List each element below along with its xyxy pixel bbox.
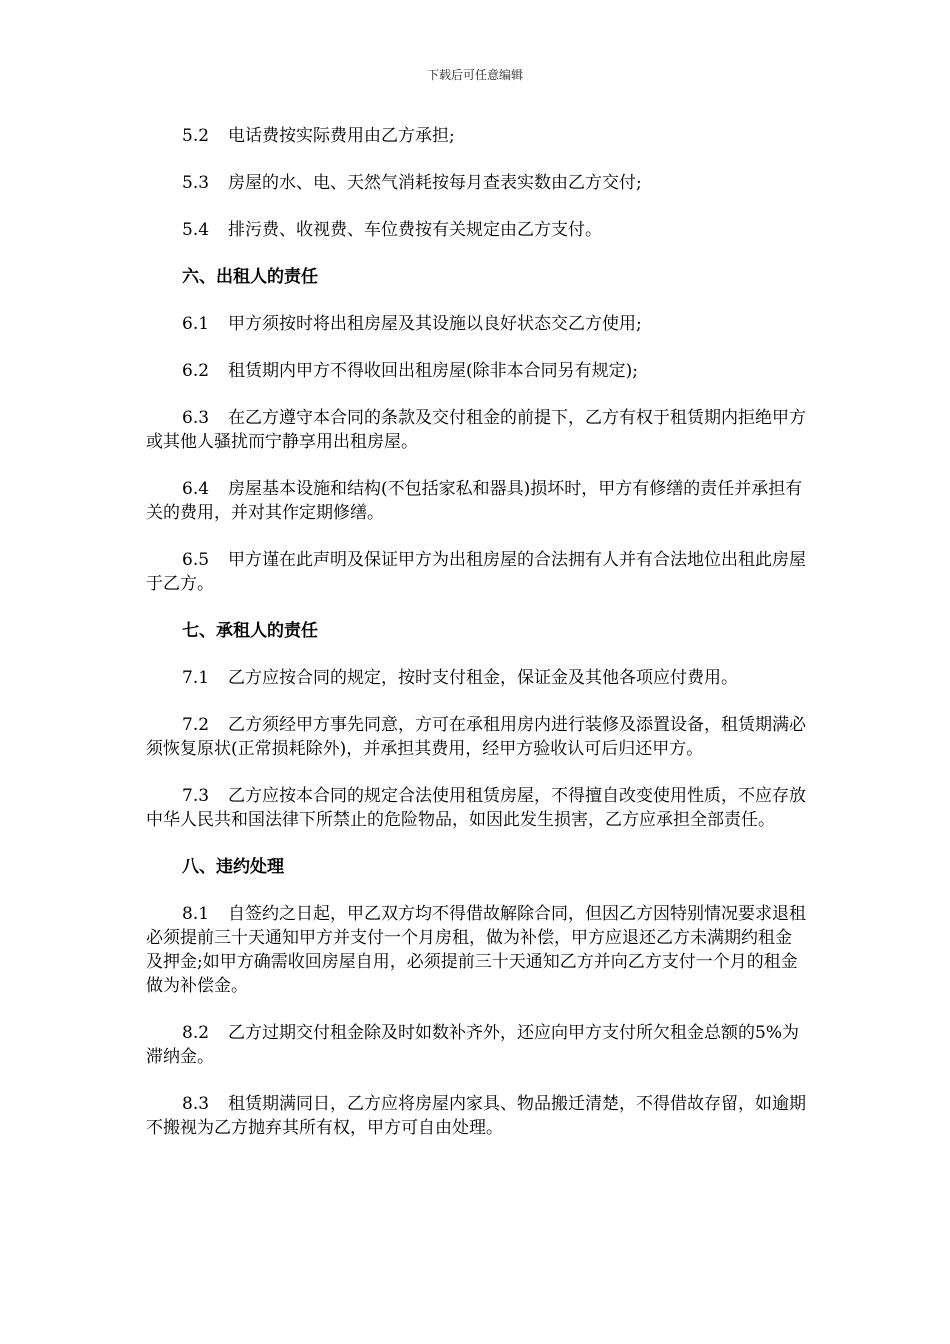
clause-number: 6.1 [182,314,210,334]
clause-number: 8.1 [182,904,210,924]
clause-text: 电话费按实际费用由乙方承担; [228,126,455,146]
clause-text: 甲方须按时将出租房屋及其设施以良好状态交乙方使用; [228,314,642,334]
clause-text: 甲方谨在此声明及保证甲方为出租房屋的合法拥有人并有合法地位出租此房屋于乙方。 [146,550,806,594]
clause-paragraph [146,784,806,832]
clause-number: 6.5 [182,550,210,570]
clause-paragraph [146,713,806,761]
clause-paragraph [146,406,806,454]
clause-paragraph [146,124,806,148]
clause-paragraph [146,171,806,195]
clause-number: 5.4 [182,220,210,240]
clause-text: 在乙方遵守本合同的条款及交付租金的前提下，乙方有权于租赁期内拒绝甲方或其他人骚扰而宁静享用出租房屋。 [146,408,806,452]
section-heading: 七、承租人的责任 [182,621,318,641]
page-header-note: 下载后可任意编辑 [426,68,523,82]
clause-paragraph [146,312,806,336]
clause-paragraph [146,548,806,596]
clause-paragraph [146,359,806,383]
clause-text: 乙方须经甲方事先同意，方可在承租用房内进行装修及添置设备，租赁期满必须恢复原状(正常损耗除外)，并承担其费用，经甲方验收认可后归还甲方。 [146,715,806,759]
clause-text: 乙方应按本合同的规定合法使用租赁房屋，不得擅自改变使用性质，不应存放中华人民共和国法律下所禁止的危险物品，如因此发生损害，乙方应承担全部责任。 [146,786,806,830]
section-heading: 六、出租人的责任 [182,267,318,287]
section-heading: 八、违约处理 [182,857,284,877]
clause-paragraph [146,902,806,998]
document-body [146,124,806,1163]
clause-paragraph [146,666,806,690]
clause-text: 自签约之日起，甲乙双方均不得借故解除合同，但因乙方因特别情况要求退租必须提前三十天通知甲方并支付一个月房租，做为补偿，甲方应退还乙方未满期约租金及押金;如甲方确需收回房屋自用，必须提前三十天通知乙方并向乙方支付一个月的租金做为补偿金。 [146,904,806,996]
clause-number: 5.3 [182,173,210,193]
clause-text: 房屋的水、电、天然气消耗按每月查表实数由乙方交付; [228,173,642,193]
clause-number: 8.2 [182,1023,210,1043]
clause-paragraph [146,1092,806,1140]
clause-text: 乙方过期交付租金除及时如数补齐外，还应向甲方支付所欠租金总额的5%为滞纳金。 [146,1023,799,1067]
clause-number: 6.2 [182,361,210,381]
clause-number: 6.4 [182,479,210,499]
clause-paragraph [146,1021,806,1069]
clause-number: 6.3 [182,408,210,428]
clause-number: 5.2 [182,126,210,146]
clause-number: 7.2 [182,715,210,735]
clause-number: 7.3 [182,786,210,806]
clause-text: 房屋基本设施和结构(不包括家私和器具)损坏时，甲方有修缮的责任并承担有关的费用，并对其作定期修缮。 [146,479,803,523]
clause-text: 租赁期满同日，乙方应将房屋内家具、物品搬迁清楚，不得借故存留，如逾期不搬视为乙方抛弃其所有权，甲方可自由处理。 [146,1094,806,1138]
clause-text: 排污费、收视费、车位费按有关规定由乙方支付。 [228,220,602,240]
clause-number: 7.1 [182,668,210,688]
clause-text: 乙方应按合同的规定，按时支付租金，保证金及其他各项应付费用。 [228,668,738,688]
clause-paragraph [146,218,806,242]
clause-paragraph [146,477,806,525]
clause-text: 租赁期内甲方不得收回出租房屋(除非本合同另有规定); [228,361,638,381]
clause-number: 8.3 [182,1094,210,1114]
